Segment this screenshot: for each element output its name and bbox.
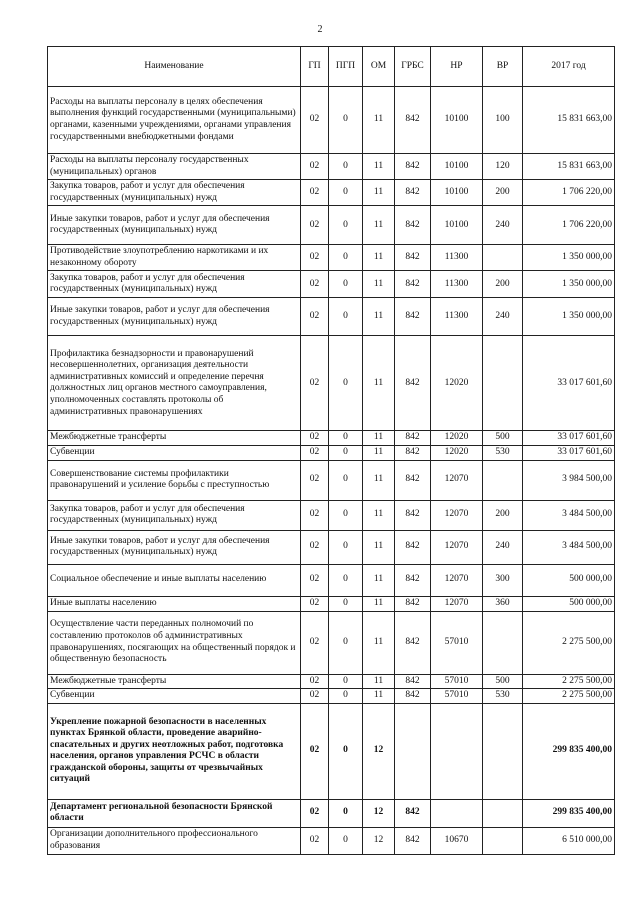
row-gp: 02 — [301, 298, 329, 336]
row-vr: 200 — [483, 271, 523, 298]
row-amount: 500 000,00 — [523, 564, 615, 596]
row-gp: 02 — [301, 271, 329, 298]
row-gp: 02 — [301, 500, 329, 530]
table-row — [48, 206, 615, 245]
row-vr — [483, 703, 523, 799]
row-name: Иные закупки товаров, работ и услуг для обеспечения государственных (муниципальных) нужд — [48, 530, 301, 564]
row-name: Межбюджетные трансферты — [48, 674, 301, 689]
row-pgp: 0 — [329, 245, 363, 271]
row-gp: 02 — [301, 180, 329, 206]
row-amount: 2 275 500,00 — [523, 689, 615, 704]
row-pgp: 0 — [329, 799, 363, 827]
table-row — [48, 460, 615, 500]
row-om: 12 — [363, 799, 395, 827]
row-nr: 57010 — [431, 689, 483, 704]
table-row — [48, 336, 615, 431]
row-gp: 02 — [301, 154, 329, 180]
row-vr — [483, 827, 523, 854]
row-om: 11 — [363, 154, 395, 180]
row-grbs — [395, 703, 431, 799]
header-grbs: ГРБС — [395, 47, 431, 87]
row-nr: 57010 — [431, 674, 483, 689]
header-om: ОМ — [363, 47, 395, 87]
row-gp: 02 — [301, 530, 329, 564]
row-vr: 530 — [483, 446, 523, 461]
table-row — [48, 500, 615, 530]
row-pgp: 0 — [329, 431, 363, 446]
row-vr — [483, 460, 523, 500]
row-pgp: 0 — [329, 530, 363, 564]
row-nr — [431, 703, 483, 799]
row-amount: 33 017 601,60 — [523, 431, 615, 446]
row-pgp: 0 — [329, 689, 363, 704]
row-amount: 2 275 500,00 — [523, 611, 615, 674]
row-gp: 02 — [301, 703, 329, 799]
row-name: Департамент региональной безопасности Брянской области — [48, 799, 301, 827]
row-amount: 15 831 663,00 — [523, 154, 615, 180]
table-row — [48, 530, 615, 564]
row-vr — [483, 611, 523, 674]
table-header-row — [48, 47, 615, 87]
row-pgp: 0 — [329, 500, 363, 530]
header-nr: НР — [431, 47, 483, 87]
row-vr — [483, 336, 523, 431]
row-name: Осуществление части переданных полномочий по составлению протоколов об административных правонарушениях, посягающих на общественный порядок и общественную безопасность — [48, 611, 301, 674]
row-om: 11 — [363, 611, 395, 674]
row-name: Иные выплаты населению — [48, 596, 301, 611]
header-amount-2017: 2017 год — [523, 47, 615, 87]
row-vr — [483, 245, 523, 271]
row-pgp: 0 — [329, 180, 363, 206]
row-name: Межбюджетные трансферты — [48, 431, 301, 446]
row-om: 11 — [363, 87, 395, 154]
row-nr: 57010 — [431, 611, 483, 674]
row-grbs: 842 — [395, 180, 431, 206]
row-pgp: 0 — [329, 271, 363, 298]
row-pgp: 0 — [329, 827, 363, 854]
row-grbs: 842 — [395, 530, 431, 564]
row-om: 11 — [363, 564, 395, 596]
row-amount: 3 484 500,00 — [523, 530, 615, 564]
row-amount: 3 984 500,00 — [523, 460, 615, 500]
row-grbs: 842 — [395, 596, 431, 611]
table-body — [48, 87, 615, 855]
row-amount: 1 350 000,00 — [523, 298, 615, 336]
row-nr: 11300 — [431, 298, 483, 336]
row-pgp: 0 — [329, 154, 363, 180]
row-gp: 02 — [301, 336, 329, 431]
row-grbs: 842 — [395, 431, 431, 446]
row-name: Укрепление пожарной безопасности в населенных пунктах Брянкой области, проведение аварийно-спасательных и других неотложных работ, подготовка населения, органов управления РСЧС в области гражданской обороны, защиты от чрезвычайных ситуаций — [48, 703, 301, 799]
table-row — [48, 596, 615, 611]
row-om: 11 — [363, 271, 395, 298]
row-gp: 02 — [301, 245, 329, 271]
row-vr: 200 — [483, 500, 523, 530]
row-grbs: 842 — [395, 611, 431, 674]
row-gp: 02 — [301, 674, 329, 689]
row-pgp: 0 — [329, 446, 363, 461]
row-name: Расходы на выплаты персоналу государственных (муниципальных) органов — [48, 154, 301, 180]
row-amount: 3 484 500,00 — [523, 500, 615, 530]
row-amount: 299 835 400,00 — [523, 703, 615, 799]
row-vr: 500 — [483, 431, 523, 446]
row-name: Расходы на выплаты персоналу в целях обеспечения выполнения функций государственными (муниципальными) органами, казенными учреждениями, органами управления государственными внебюджетными фондами — [48, 87, 301, 154]
row-om: 11 — [363, 336, 395, 431]
row-name: Социальное обеспечение и иные выплаты населению — [48, 564, 301, 596]
table-row — [48, 431, 615, 446]
row-nr: 12070 — [431, 596, 483, 611]
row-nr: 10100 — [431, 206, 483, 245]
row-gp: 02 — [301, 446, 329, 461]
row-pgp: 0 — [329, 206, 363, 245]
row-nr: 12020 — [431, 446, 483, 461]
row-nr: 11300 — [431, 245, 483, 271]
table-row — [48, 298, 615, 336]
row-vr: 100 — [483, 87, 523, 154]
row-vr: 240 — [483, 530, 523, 564]
row-grbs: 842 — [395, 336, 431, 431]
row-amount: 33 017 601,60 — [523, 446, 615, 461]
header-name: Наименование — [48, 47, 301, 87]
row-name: Субвенции — [48, 446, 301, 461]
row-pgp: 0 — [329, 674, 363, 689]
row-vr — [483, 799, 523, 827]
row-name: Противодействие злоупотреблению наркотиками и их незаконному обороту — [48, 245, 301, 271]
row-grbs: 842 — [395, 827, 431, 854]
row-amount: 1 350 000,00 — [523, 271, 615, 298]
row-gp: 02 — [301, 689, 329, 704]
row-name: Субвенции — [48, 689, 301, 704]
row-name: Организации дополнительного профессионального образования — [48, 827, 301, 854]
row-name: Закупка товаров, работ и услуг для обеспечения государственных (муниципальных) нужд — [48, 180, 301, 206]
row-nr: 12070 — [431, 564, 483, 596]
row-vr: 360 — [483, 596, 523, 611]
row-grbs: 842 — [395, 564, 431, 596]
row-pgp: 0 — [329, 460, 363, 500]
row-name: Иные закупки товаров, работ и услуг для обеспечения государственных (муниципальных) нужд — [48, 298, 301, 336]
table-row — [48, 799, 615, 827]
row-vr: 240 — [483, 206, 523, 245]
page-number: 2 — [317, 24, 323, 35]
header-gp: ГП — [301, 47, 329, 87]
row-grbs: 842 — [395, 245, 431, 271]
row-gp: 02 — [301, 431, 329, 446]
row-om: 11 — [363, 245, 395, 271]
table-row — [48, 827, 615, 854]
row-om: 12 — [363, 827, 395, 854]
row-vr: 120 — [483, 154, 523, 180]
table-row — [48, 674, 615, 689]
table-row — [48, 180, 615, 206]
row-om: 11 — [363, 460, 395, 500]
table-row — [48, 564, 615, 596]
budget-table — [47, 46, 615, 855]
row-grbs: 842 — [395, 298, 431, 336]
row-grbs: 842 — [395, 154, 431, 180]
table-row — [48, 611, 615, 674]
row-pgp: 0 — [329, 298, 363, 336]
row-name: Профилактика безнадзорности и правонарушений несовершеннолетних, организация деятельности административных комиссий и определение перечня должностных лиц органов местного самоуправления, уполномоченных составлять протоколы об административных правонарушениях — [48, 336, 301, 431]
row-om: 11 — [363, 689, 395, 704]
row-pgp: 0 — [329, 564, 363, 596]
row-vr: 530 — [483, 689, 523, 704]
table-row — [48, 271, 615, 298]
header-vr: ВР — [483, 47, 523, 87]
row-pgp: 0 — [329, 87, 363, 154]
row-vr: 240 — [483, 298, 523, 336]
row-om: 11 — [363, 431, 395, 446]
row-om: 11 — [363, 298, 395, 336]
row-nr: 12020 — [431, 431, 483, 446]
row-grbs: 842 — [395, 674, 431, 689]
row-amount: 2 275 500,00 — [523, 674, 615, 689]
header-pgp: ПГП — [329, 47, 363, 87]
row-gp: 02 — [301, 564, 329, 596]
table-row — [48, 87, 615, 154]
row-nr: 11300 — [431, 271, 483, 298]
row-vr: 200 — [483, 180, 523, 206]
row-om: 11 — [363, 180, 395, 206]
row-gp: 02 — [301, 827, 329, 854]
table-row — [48, 689, 615, 704]
row-om: 11 — [363, 596, 395, 611]
row-amount: 1 706 220,00 — [523, 206, 615, 245]
row-gp: 02 — [301, 611, 329, 674]
row-pgp: 0 — [329, 336, 363, 431]
row-grbs: 842 — [395, 206, 431, 245]
row-amount: 299 835 400,00 — [523, 799, 615, 827]
row-om: 11 — [363, 530, 395, 564]
table-row — [48, 245, 615, 271]
row-amount: 1 706 220,00 — [523, 180, 615, 206]
row-amount: 33 017 601,60 — [523, 336, 615, 431]
row-grbs: 842 — [395, 689, 431, 704]
row-nr: 10670 — [431, 827, 483, 854]
row-amount: 500 000,00 — [523, 596, 615, 611]
row-nr: 12070 — [431, 500, 483, 530]
row-vr: 500 — [483, 674, 523, 689]
row-grbs: 842 — [395, 500, 431, 530]
row-nr: 12070 — [431, 530, 483, 564]
row-nr: 12020 — [431, 336, 483, 431]
row-amount: 6 510 000,00 — [523, 827, 615, 854]
row-pgp: 0 — [329, 611, 363, 674]
row-nr: 10100 — [431, 87, 483, 154]
row-pgp: 0 — [329, 596, 363, 611]
row-grbs: 842 — [395, 271, 431, 298]
row-om: 11 — [363, 500, 395, 530]
row-name: Закупка товаров, работ и услуг для обеспечения государственных (муниципальных) нужд — [48, 271, 301, 298]
row-nr: 10100 — [431, 154, 483, 180]
row-gp: 02 — [301, 799, 329, 827]
row-om: 11 — [363, 206, 395, 245]
row-amount: 1 350 000,00 — [523, 245, 615, 271]
row-gp: 02 — [301, 596, 329, 611]
row-grbs: 842 — [395, 799, 431, 827]
row-grbs: 842 — [395, 460, 431, 500]
row-pgp: 0 — [329, 703, 363, 799]
row-om: 11 — [363, 446, 395, 461]
row-name: Иные закупки товаров, работ и услуг для обеспечения государственных (муниципальных) нужд — [48, 206, 301, 245]
row-amount: 15 831 663,00 — [523, 87, 615, 154]
row-gp: 02 — [301, 87, 329, 154]
row-nr: 12070 — [431, 460, 483, 500]
row-nr: 10100 — [431, 180, 483, 206]
table-row — [48, 154, 615, 180]
row-gp: 02 — [301, 460, 329, 500]
row-grbs: 842 — [395, 87, 431, 154]
row-gp: 02 — [301, 206, 329, 245]
row-vr: 300 — [483, 564, 523, 596]
row-name: Закупка товаров, работ и услуг для обеспечения государственных (муниципальных) нужд — [48, 500, 301, 530]
row-om: 11 — [363, 674, 395, 689]
row-nr — [431, 799, 483, 827]
row-grbs: 842 — [395, 446, 431, 461]
table-row — [48, 703, 615, 799]
row-om: 12 — [363, 703, 395, 799]
table-row — [48, 446, 615, 461]
row-name: Совершенствование системы профилактики правонарушений и усиление борьбы с преступностью — [48, 460, 301, 500]
